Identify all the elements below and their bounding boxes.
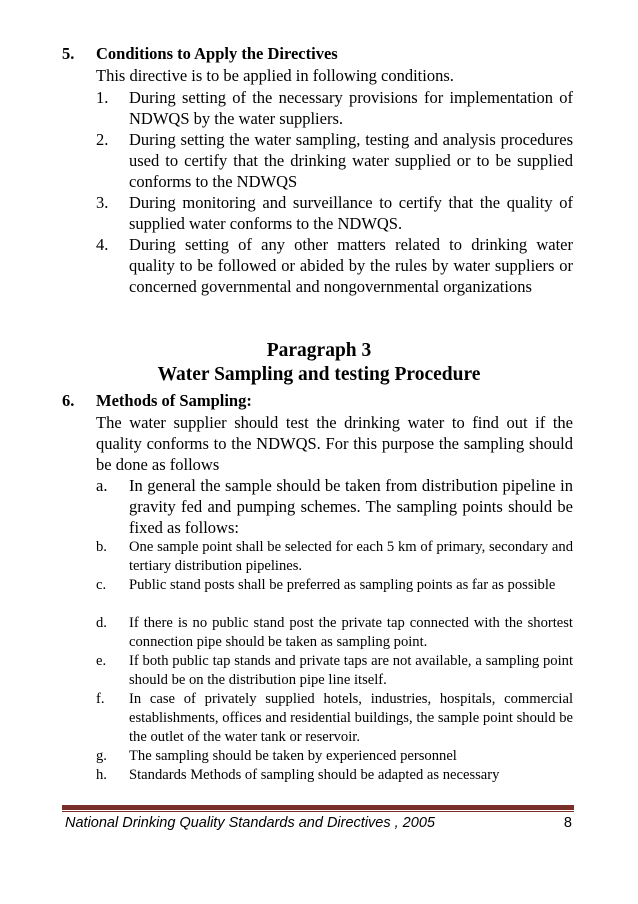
list-item-text: In case of privately supplied hotels, industries, hospitals, commercial establishments, offices and residential buildings, the sample point should be the outlet of the water tank or reservoir.	[129, 691, 573, 745]
section-5-item-1	[96, 87, 573, 129]
list-item-text: One sample point shall be selected for each 5 km of primary, secondary and tertiary distribution pipelines.	[129, 539, 573, 574]
list-marker: e.	[96, 653, 107, 669]
list-item-text: Standards Methods of sampling should be adapted as necessary	[129, 767, 500, 783]
section-6-item-g	[96, 747, 573, 766]
list-marker: d.	[96, 615, 107, 631]
section-6-item-e	[96, 652, 573, 690]
section-5-item-2	[96, 129, 573, 192]
section-6-item-a	[96, 475, 573, 538]
footer-rule-thin	[62, 811, 574, 812]
section-6-item-b	[96, 538, 573, 576]
list-item-text: During setting of any other matters related to drinking water quality to be followed or abided by the rules by water suppliers or concerned governmental and nongovernmental organizations	[129, 235, 573, 296]
page-number: 8	[563, 815, 572, 831]
section-6-intro: The water supplier should test the drinking water to find out if the quality conforms to the NDWQS. For this purpose the sampling should be done as follows	[96, 413, 573, 474]
list-marker: a.	[96, 476, 108, 495]
list-item-text: If there is no public stand post the private tap connected with the shortest connection pipe should be taken as sampling point.	[129, 615, 573, 650]
list-marker: c.	[96, 577, 107, 593]
section-6-heading	[62, 391, 252, 411]
list-marker: b.	[96, 539, 107, 555]
list-item-text: During setting of the necessary provisions for implementation of NDWQS by the water suppliers.	[129, 88, 573, 128]
section-5-item-3	[96, 192, 573, 234]
list-item-text: During monitoring and surveillance to certify that the quality of supplied water conforms to the NDWQS.	[129, 193, 573, 233]
list-marker: g.	[96, 748, 107, 764]
list-item-text: If both public tap stands and private taps are not available, a sampling point should be on the distribution pipe line itself.	[129, 653, 573, 688]
section-6-item-h	[96, 766, 573, 785]
section-5-intro: This directive is to be applied in following conditions.	[96, 66, 454, 85]
section-5-number: 5.	[62, 44, 75, 63]
list-marker: 4.	[96, 235, 109, 254]
paragraph-heading: Paragraph 3	[266, 340, 372, 361]
list-marker: f.	[96, 691, 105, 707]
footer-title: National Drinking Quality Standards and Directives , 2005	[65, 815, 435, 831]
list-marker: 1.	[96, 88, 109, 107]
list-item-text: During setting the water sampling, testing and analysis procedures used to certify that the drinking water supplied or to be supplied conforms to the NDWQS	[129, 130, 573, 191]
section-6-item-d	[96, 614, 573, 652]
list-item-text: In general the sample should be taken from distribution pipeline in gravity fed and pumping schemes. The sampling points should be fixed as follows:	[129, 476, 573, 537]
section-5-item-4	[96, 234, 573, 297]
list-item-text: Public stand posts shall be preferred as sampling points as far as possible	[129, 577, 556, 593]
list-marker: 3.	[96, 193, 109, 212]
section-6-number: 6.	[62, 391, 75, 410]
section-6-item-c	[96, 576, 573, 595]
paragraph-subheading: Water Sampling and testing Procedure	[157, 364, 481, 385]
section-5-title: Conditions to Apply the Directives	[96, 44, 338, 63]
section-6-title: Methods of Sampling:	[96, 391, 252, 410]
footer-rule-thick	[62, 805, 574, 810]
section-6-item-f	[96, 690, 573, 747]
list-marker: 2.	[96, 130, 109, 149]
list-marker: h.	[96, 767, 107, 783]
section-5-heading	[62, 44, 338, 64]
list-item-text: The sampling should be taken by experienced personnel	[129, 748, 457, 764]
